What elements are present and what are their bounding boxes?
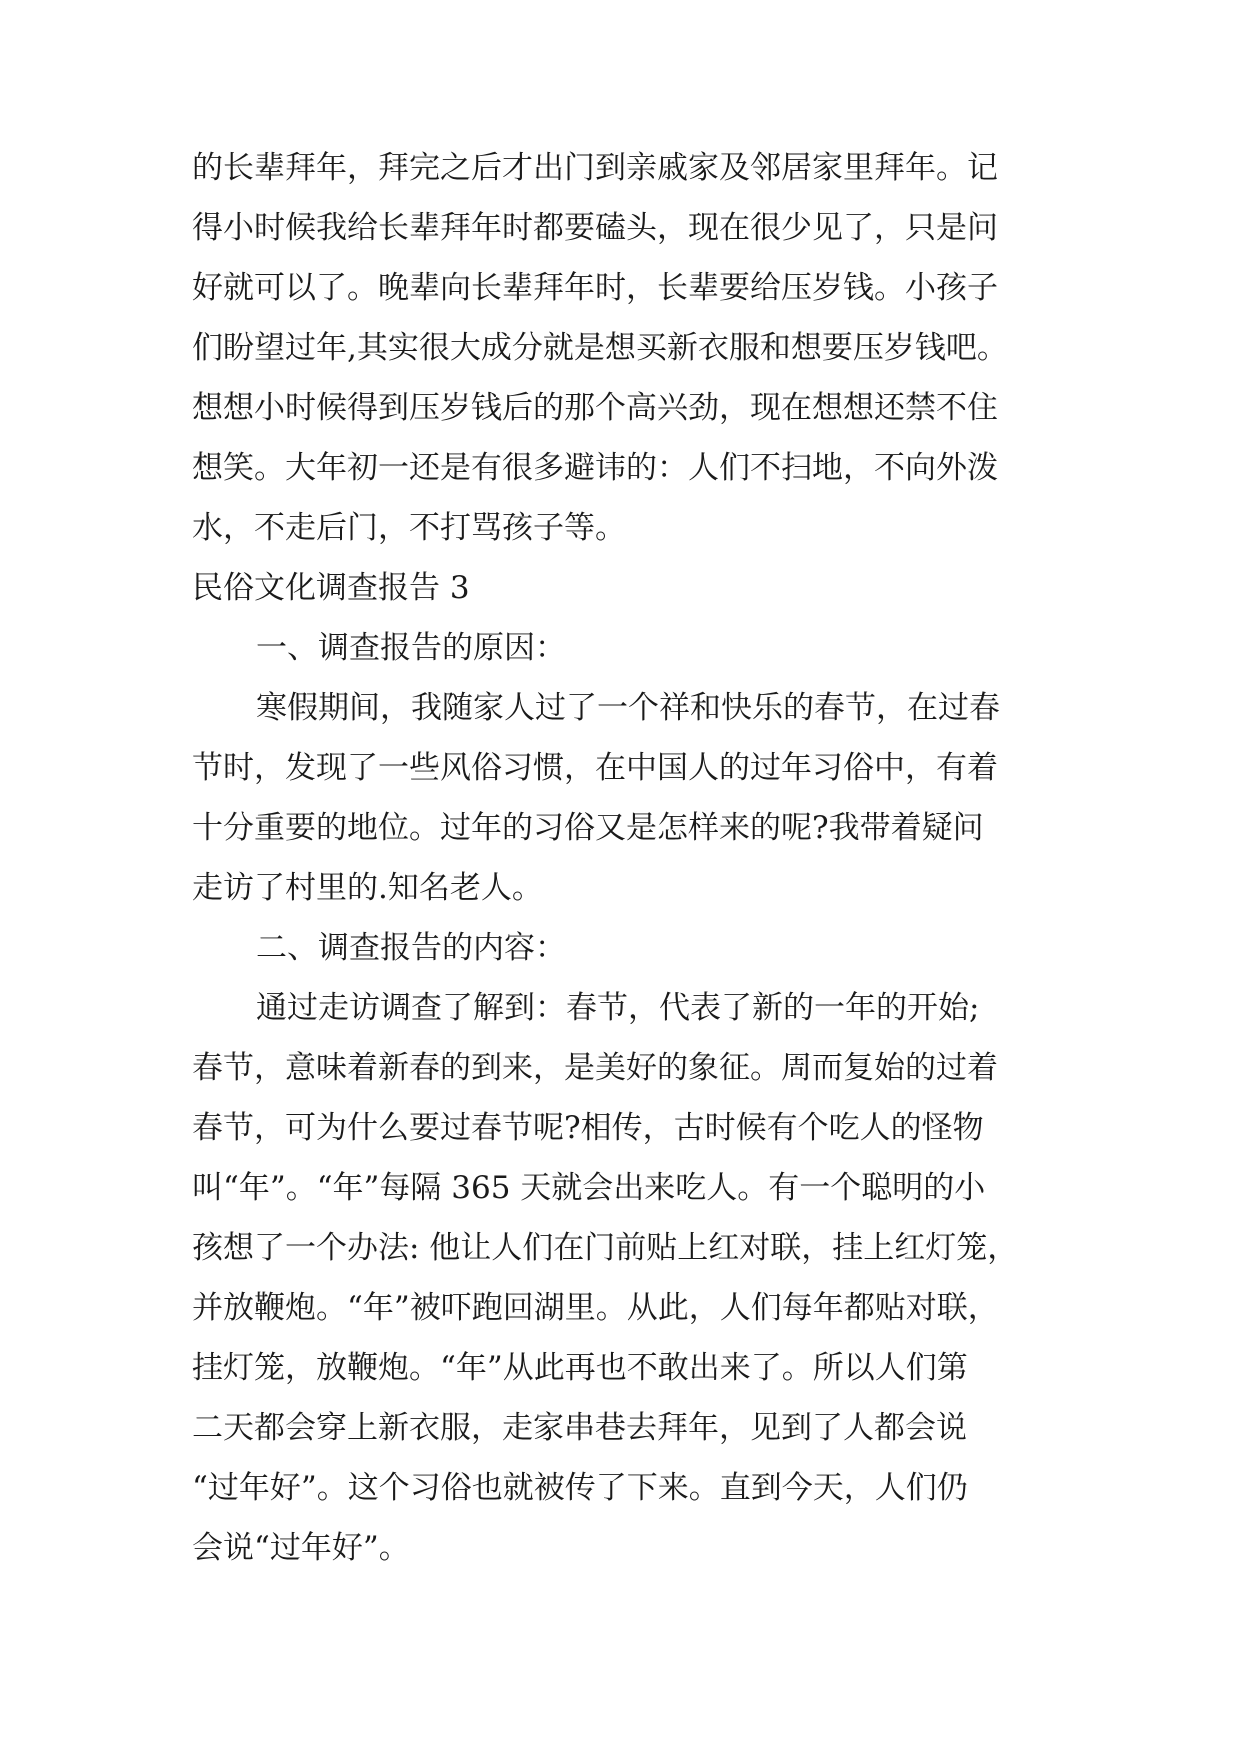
paragraph-line: 想笑。大年初一还是有很多避讳的：人们不扫地，不向外泼 [192, 450, 998, 486]
paragraph-line: 好就可以了。晚辈向长辈拜年时，长辈要给压岁钱。小孩子 [192, 270, 998, 306]
paragraph-line: 春节，可为什么要过春节呢?相传，古时候有个吃人的怪物 [192, 1110, 984, 1146]
paragraph-line: 挂灯笼，放鞭炮。“年”从此再也不敢出来了。所以人们第 [192, 1350, 968, 1386]
paragraph-line: 得小时候我给长辈拜年时都要磕头，现在很少见了，只是问 [192, 210, 998, 246]
paragraph-line: 节时，发现了一些风俗习惯，在中国人的过年习俗中，有着 [192, 750, 998, 786]
paragraph-line: 二天都会穿上新衣服，走家串巷去拜年，见到了人都会说 [192, 1410, 967, 1446]
section-heading: 二、调查报告的内容： [256, 930, 566, 966]
paragraph-line: 想想小时候得到压岁钱后的那个高兴劲，现在想想还禁不住 [192, 390, 998, 426]
paragraph-line: 寒假期间，我随家人过了一个祥和快乐的春节，在过春 [256, 690, 1000, 726]
paragraph-line: 十分重要的地位。过年的习俗又是怎样来的呢?我带着疑问 [192, 810, 984, 846]
paragraph-line: 叫“年”。“年”每隔 365 天就会出来吃人。有一个聪明的小 [192, 1170, 986, 1206]
paragraph-line: 们盼望过年,其实很大成分就是想买新衣服和想要压岁钱吧。 [192, 330, 1008, 366]
paragraph-line: 走访了村里的.知名老人。 [192, 870, 543, 906]
section-heading: 一、调查报告的原因： [256, 630, 566, 666]
paragraph-line: 并放鞭炮。“年”被吓跑回湖里。从此，人们每年都贴对联， [192, 1290, 999, 1326]
paragraph-line: 孩想了一个办法: 他让人们在门前贴上红对联，挂上红灯笼， [192, 1230, 1019, 1266]
paragraph-line: “过年好”。这个习俗也就被传了下来。直到今天，人们仍 [192, 1470, 968, 1506]
section-title: 民俗文化调查报告 3 [192, 570, 470, 606]
paragraph-line: 的长辈拜年，拜完之后才出门到亲戚家及邻居家里拜年。记 [192, 150, 998, 186]
paragraph-line: 通过走访调查了解到：春节，代表了新的一年的开始; [256, 990, 980, 1026]
paragraph-line: 水，不走后门，不打骂孩子等。 [192, 510, 626, 546]
paragraph-line: 春节，意味着新春的到来，是美好的象征。周而复始的过着 [192, 1050, 998, 1086]
paragraph-line: 会说“过年好”。 [192, 1530, 410, 1566]
